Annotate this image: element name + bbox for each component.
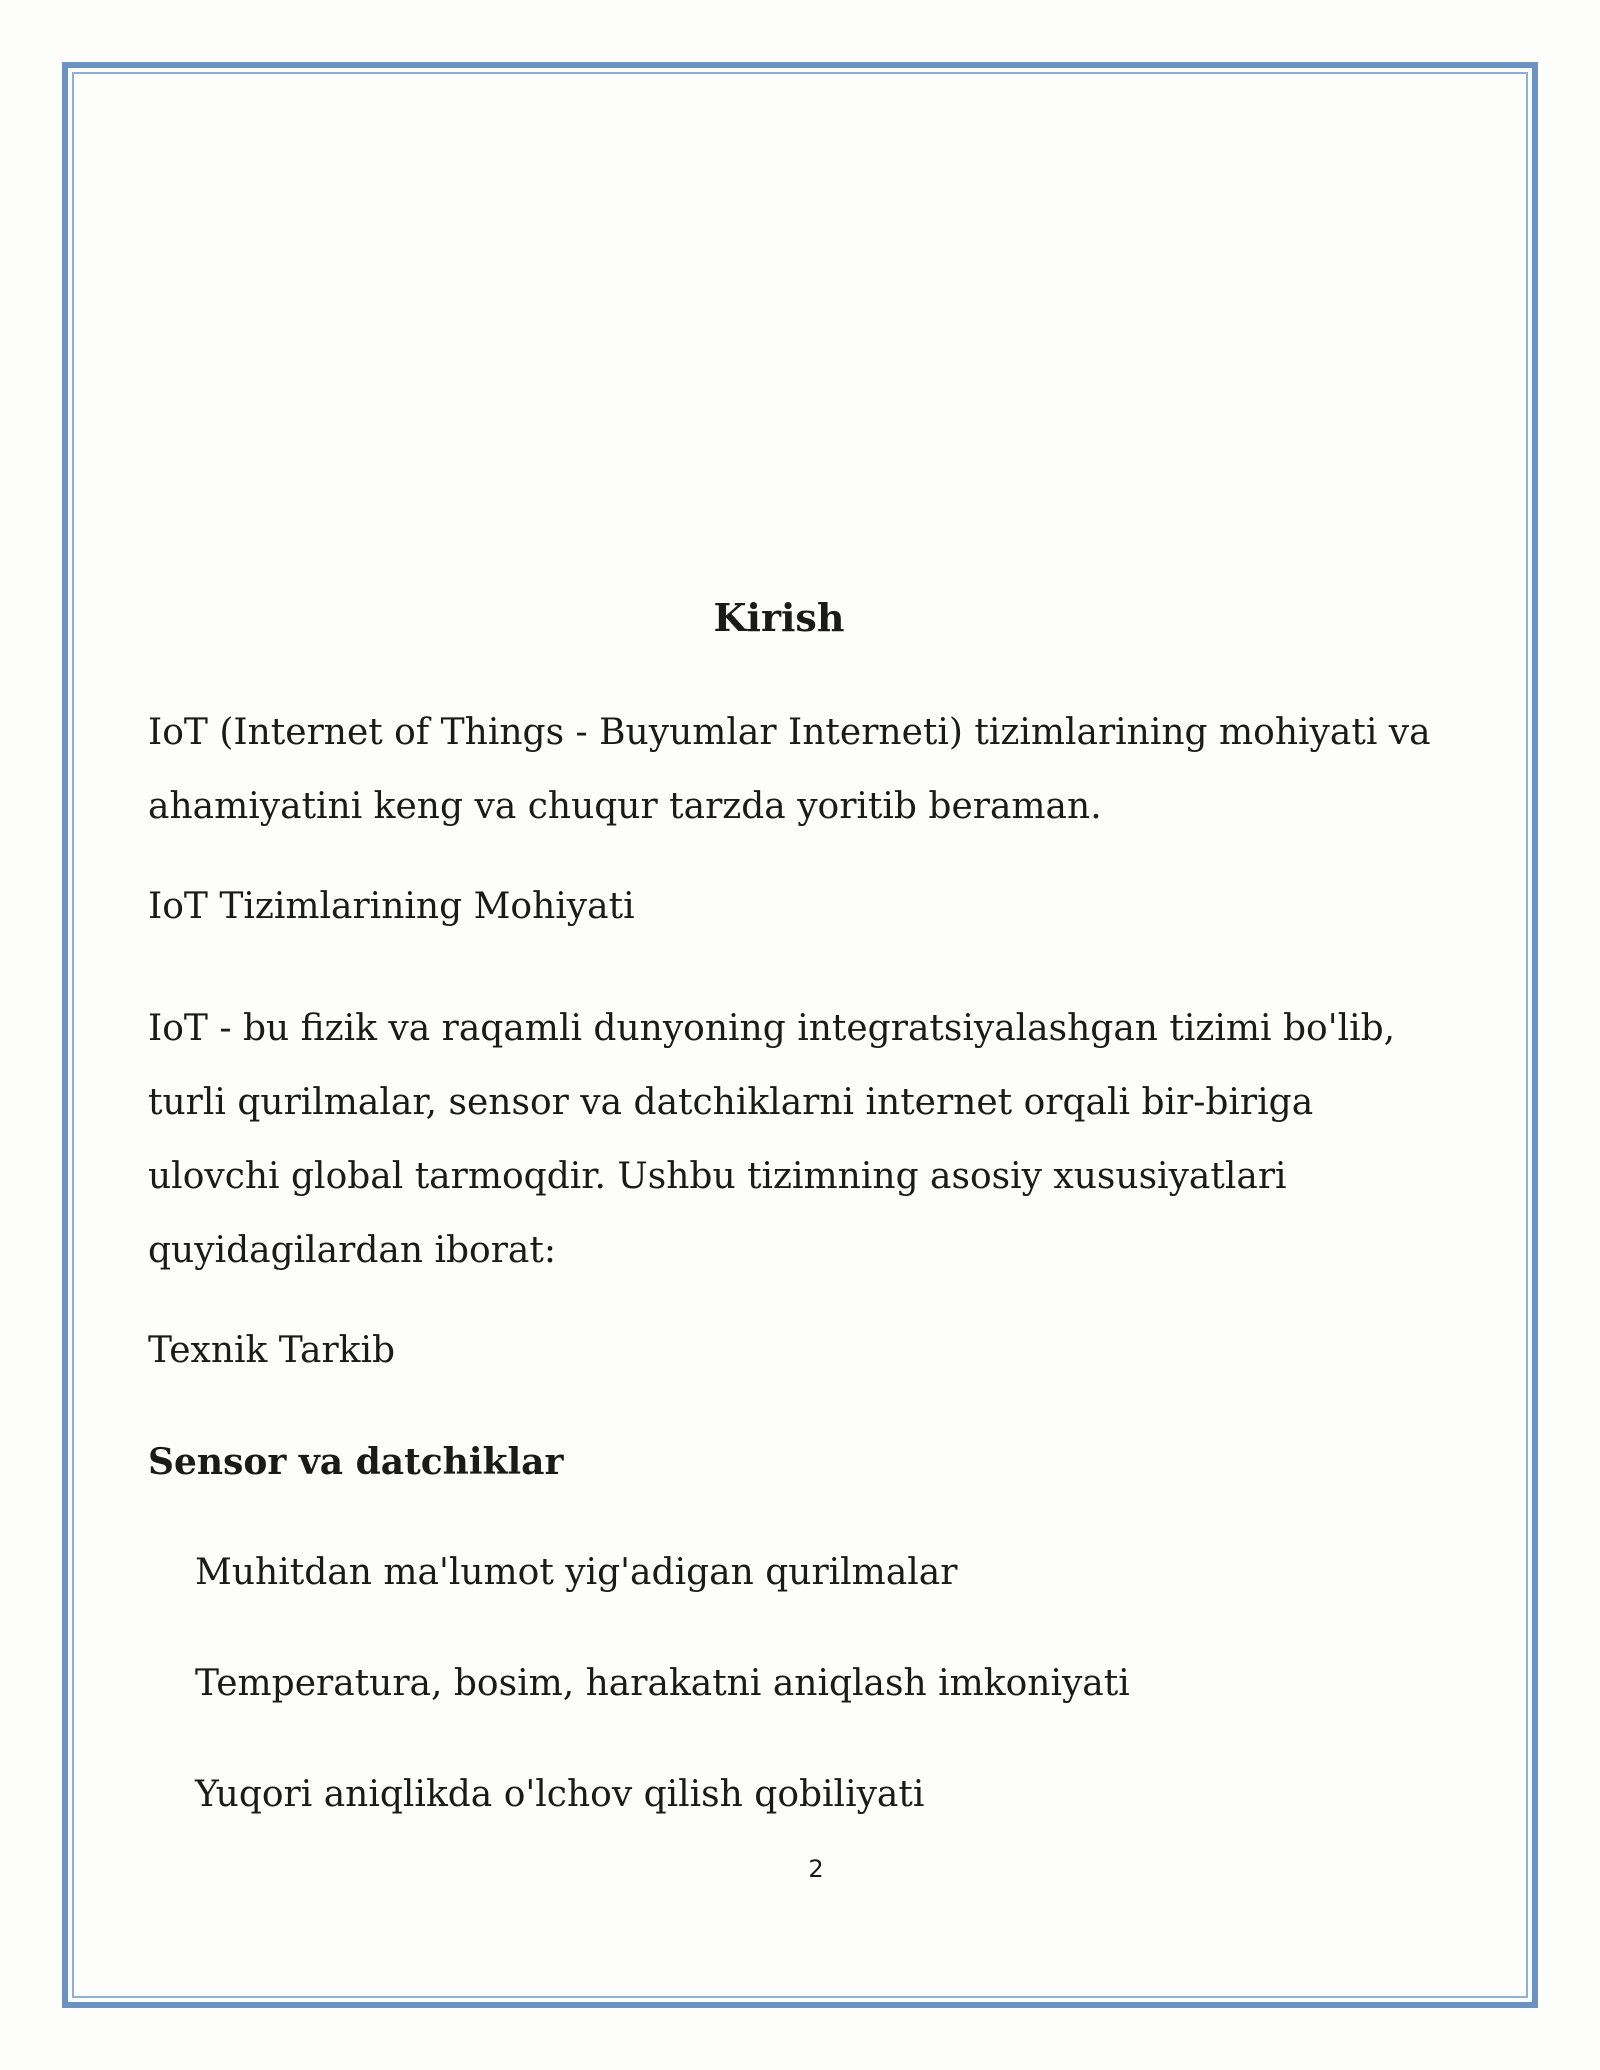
section-title: IoT Tizimlarining Mohiyati [148,886,635,927]
list-item: Temperatura, bosim, harakatni aniqlash imkoniyati [195,1663,1130,1704]
section-paragraph: IoT - bu fizik va raqamli dunyoning integratsiyalashgan tizimi bo'lib, turli qurilmalar, sensor va datchiklarni internet orqali bir-biriga ulovchi global tarmoqdir. Ushbu tizimning asosiy xususiyatlari quyidagilardan iborat: [148,1008,1396,1271]
list-item: Yuqori aniqlikda o'lchov qilish qobiliyati [195,1774,925,1815]
page-number: 2 [808,1855,824,1883]
subsection-title: Texnik Tarkib [148,1330,396,1371]
bold-subheading: Sensor va datchiklar [148,1441,564,1483]
list-item: Muhitdan ma'lumot yig'adigan qurilmalar [195,1552,958,1593]
intro-paragraph: IoT (Internet of Things - Buyumlar Interneti) tizimlarining mohiyati va ahamiyatini keng va chuqur tarzda yoritib beraman. [148,712,1431,827]
document-body [148,592,1448,1880]
document-heading: Kirish [713,595,845,640]
